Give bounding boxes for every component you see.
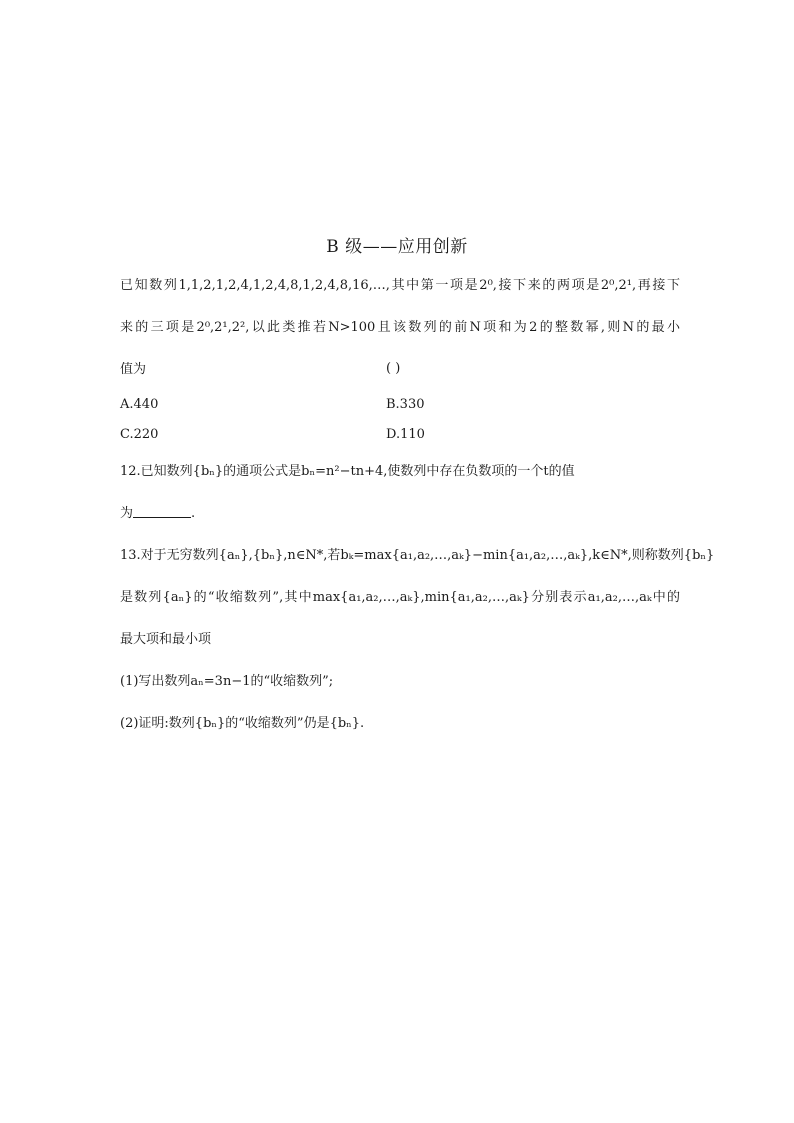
section-title: B 级——应用创新: [326, 237, 468, 257]
q11-answer-paren: ( ): [386, 361, 401, 376]
q11-option-b: B.330: [386, 397, 425, 412]
q12-answer-blank[interactable]: [133, 505, 191, 518]
q13-part-2: (2)证明:数列{bₙ}的“收缩数列”仍是{bₙ}.: [120, 716, 365, 731]
q11-option-a: A.440: [120, 397, 159, 412]
q11-line-1: 已知数列1,1,2,1,2,4,1,2,4,8,1,2,4,8,16,…,其中第一项是2⁰,接下来的两项是2⁰,2¹,再接下: [120, 278, 680, 293]
q13-part-1: (1)写出数列aₙ=3n−1的“收缩数列”;: [120, 674, 334, 689]
q12-line-2-text: 为: [120, 506, 134, 521]
q13-line-1: 13.对于无穷数列{aₙ},{bₙ},n∈N*,若bₖ=max{a₁,a₂,…,aₖ}−min{a₁,a₂,…,aₖ},k∈N*,则称数列{bₙ}: [120, 548, 715, 563]
q13-line-2: 是数列{aₙ}的“收缩数列”,其中max{a₁,a₂,…,aₖ},min{a₁,a₂,…,aₖ}分别表示a₁,a₂,…,aₖ中的: [120, 590, 680, 605]
q11-option-d: D.110: [386, 427, 425, 442]
q13-line-3: 最大项和最小项: [120, 632, 212, 647]
q11-option-c: C.220: [120, 427, 159, 442]
q11-line-2: 来的三项是2⁰,2¹,2²,以此类推若N>100且该数列的前N项和为2的整数幂,则N的最小: [120, 320, 680, 335]
q12-line-1: 12.已知数列{bₙ}的通项公式是bₙ=n²−tn+4,使数列中存在负数项的一个t的值: [120, 464, 575, 479]
q12-line-2: [120, 505, 680, 523]
q11-line-3: 值为: [120, 362, 147, 377]
q12-period: .: [191, 506, 196, 521]
